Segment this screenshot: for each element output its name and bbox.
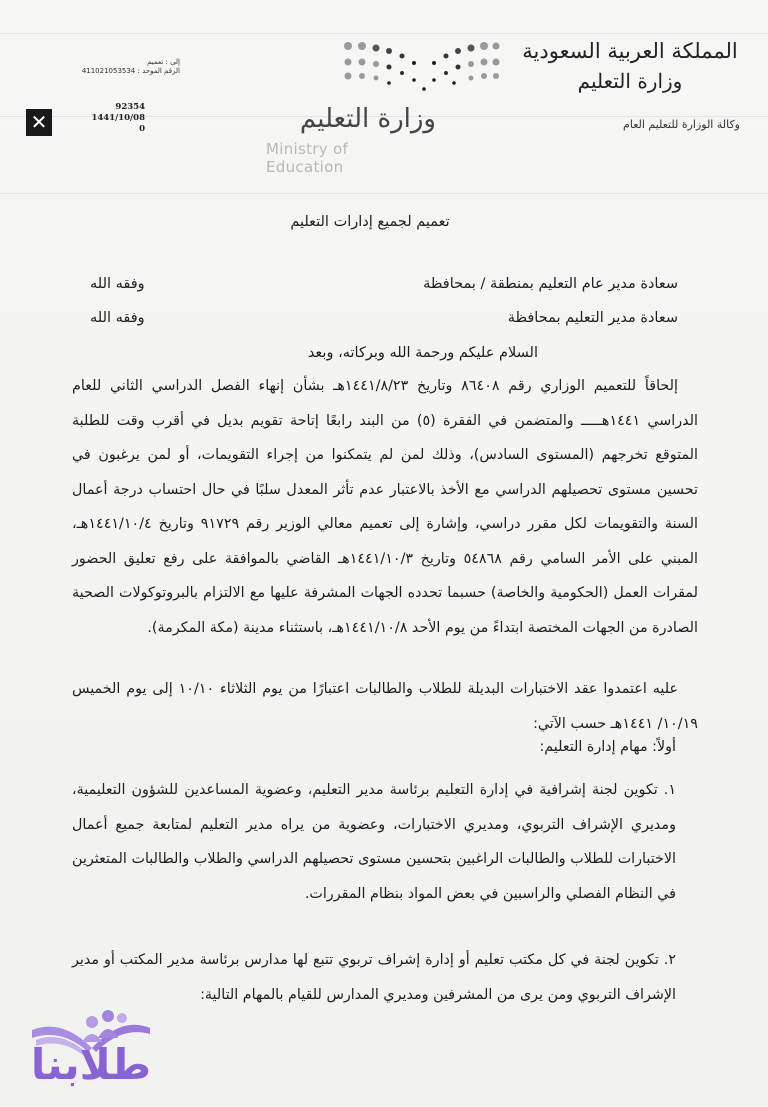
ministry-logo [258, 36, 436, 176]
ref-attachments: 0 [139, 124, 145, 134]
addressee-2: سعادة مدير التعليم بمحافظة [507, 310, 678, 326]
scan-artifact [0, 33, 768, 34]
logo-english-text: Ministry of Education [266, 140, 349, 176]
agency-name: وكالة الوزارة للتعليم العام [623, 118, 740, 131]
greeting: السلام عليكم ورحمة الله وبركاته، وبعد [307, 345, 538, 361]
watermark-logo [22, 1008, 158, 1104]
addressee-1: سعادة مدير عام التعليم بمنطقة / بمحافظة [423, 276, 678, 292]
kingdom-name: المملكة العربية السعودية [522, 39, 738, 63]
blessing-2: وفقه الله [90, 310, 145, 326]
ref-number: 92354 [115, 102, 145, 112]
scan-artifact [0, 193, 768, 194]
reference-numbers [60, 102, 145, 135]
paragraph-1: إلحاقاً للتعميم الوزاري رقم ٨٦٤٠٨ وتاريخ ١٤٤١/٨/٢٣هـ بشأن إنهاء الفصل الدراسي الثاني للعام الدراسي ١٤٤١هـــــ والمتضمن في الفقرة (٥) من البند رابعًا إتاحة تقويم بديل في أقرب وقت للطلبة المتوقع تخرجهم (المستوى السادس)، وذلك لمن لم يتمكنوا من إجراء التقويمات، أو لمن يرغبون في تحسين مستوى تحصيلهم الدراسي مع الأخذ بالاعتبار عدم تأثر المعدل سلبًا في حال احتساب درجة أعمال السنة والتقويمات لكل مقرر دراسي، وإشارة إلى تعميم معالي الوزير رقم ٩١٧٢٩ وتاريخ ١٤٤١/١٠/٤هـ، المبني على الأمر السامي رقم ٥٤٨٦٨ وتاريخ ١٤٤١/١٠/٣هـ القاضي بالموافقة على رفع تعليق الحضور لمقرات العمل (الحكومية والخاصة) حسبما تحدده الجهات المشرفة عليها مع الالتزام بالبروتوكولات الصحية الصادرة من الجهات المختصة ابتداءً من يوم الأحد ١٤٤١/١٠/٨هـ، باستثناء مدينة (مكة المكرمة). [72, 378, 698, 636]
reference-block [60, 58, 180, 76]
watermark-text: طلابنا [30, 1040, 152, 1089]
list-item-text: ١. تكوين لجنة إشرافية في إدارة التعليم برئاسة مدير التعليم، وعضوية المساعدين للشؤون التعليمية، ومديري الإشراف التربوي، ومديري الاختبارات، وعضوية من يراه مدير التعليم لمتابعة جميع أعمال الاختبارات للطلاب والطالبات الراغبين بتحسين مستوى تحصيلهم الدراسي والطلاب والطالبات المتعثرين في النظام الفصلي والراسبين في بعض المواد بنظام المقررات. [72, 782, 676, 902]
ref-date: 1441/10/08 [91, 113, 145, 123]
list-item-1 [72, 773, 698, 911]
blessing-1: وفقه الله [90, 276, 145, 292]
ref-to: إلى : تعميم [147, 58, 180, 66]
ministry-name: وزارة التعليم [577, 69, 683, 93]
logo-arabic-text: وزارة التعليم [299, 104, 436, 134]
letter-title: تعميم لجميع إدارات التعليم [290, 214, 450, 230]
barcode-x-icon: ✕ [26, 109, 52, 136]
section-1-title: أولاً: مهام إدارة التعليم: [539, 739, 676, 755]
ref-unified-number: الرقم الموحد : 411021053534 [81, 67, 180, 75]
logo-dots-icon [340, 40, 500, 100]
list-item-text: ٢. تكوين لجنة في كل مكتب تعليم أو إدارة إشراف تربوي تتبع لها مدارس برئاسة مدير المكتب أو مدير الإشراف التربوي ومن يرى من المشرفين ومديري المدارس للقيام بالمهام التالية: [72, 952, 676, 1003]
paragraph-2: عليه اعتمدوا عقد الاختبارات البديلة للطلاب والطالبات اعتبارًا من يوم الثلاثاء ١٠/١٠ إلى يوم الخميس ١٠/١٩/ ١٤٤١هـ حسب الآتي: [72, 681, 698, 732]
letterhead-right [520, 36, 740, 131]
list-item-2 [72, 943, 698, 1012]
